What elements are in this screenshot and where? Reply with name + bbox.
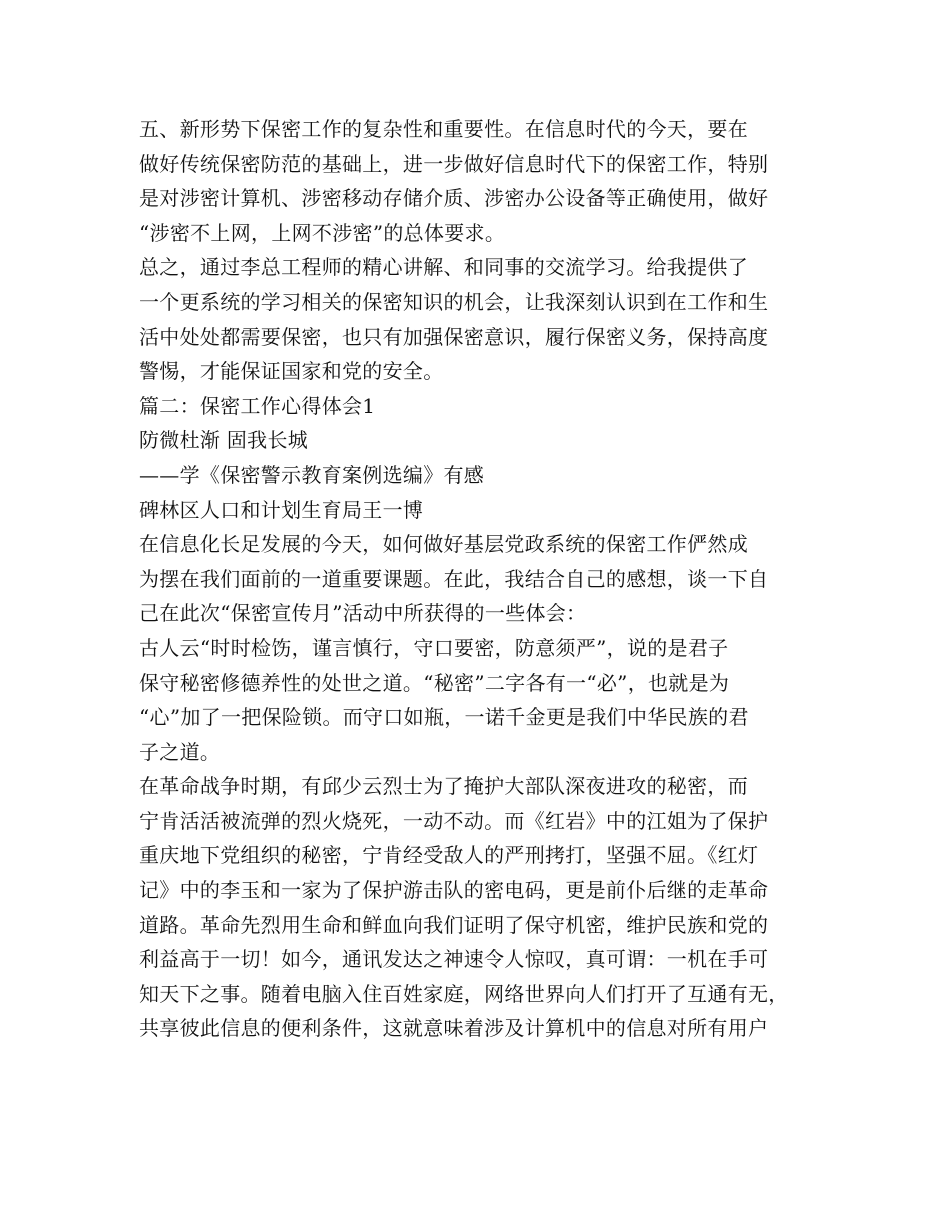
text-line: 总之，通过李总工程师的精心讲解、和同事的交流学习。给我提供了 — [139, 255, 748, 280]
article-title: 防微杜渐 固我长城 — [139, 428, 309, 453]
text-line: 五、新形势下保密工作的复杂性和重要性。在信息时代的今天，要在 — [139, 117, 748, 141]
section-heading: 篇二：保密工作心得体会1 — [139, 393, 376, 418]
text-line: 警惕，才能保证国家和党的安全。 — [139, 359, 444, 384]
text-line: 一个更系统的学习相关的保密知识的机会，让我深刻认识到在工作和生 — [139, 289, 769, 314]
text-line: 保守秘密修德养性的处世之道。“秘密”二字各有一“必”，也就是为 — [139, 670, 730, 695]
text-line: 在信息化长足发展的今天，如何做好基层党政系统的保密工作俨然成 — [139, 532, 748, 557]
text-line: 共享彼此信息的便利条件，这就意味着涉及计算机中的信息对所有用户 — [139, 1016, 769, 1041]
text-line: 宁肯活活被流弹的烈火烧死，一动不动。而《红岩》中的江姐为了保护 — [139, 808, 769, 833]
document-body — [139, 112, 819, 1046]
text-line: “心”加了一把保险锁。而守口如瓶，一诺千金更是我们中华民族的君 — [139, 705, 749, 730]
text-line: 利益高于一切！如今，通讯发达之神速令人惊叹，真可谓：一机在手可 — [139, 947, 769, 972]
article-subtitle: ——学《保密警示教育案例选编》有感 — [139, 462, 485, 487]
text-line: 在革命战争时期，有邱少云烈士为了掩护大部队深夜进攻的秘密，而 — [139, 774, 748, 799]
text-line: 子之道。 — [139, 739, 221, 764]
text-line: 做好传统保密防范的基础上，进一步做好信息时代下的保密工作，特别 — [139, 151, 769, 176]
text-line: 知天下之事。随着电脑入住百姓家庭，网络世界向人们打开了互通有无， — [139, 981, 789, 1006]
text-line: “涉密不上网，上网不涉密”的总体要求。 — [139, 220, 506, 245]
text-line: 己在此次“保密宣传月”活动中所获得的一些体会： — [139, 601, 587, 626]
text-line: 为摆在我们面前的一道重要课题。在此，我结合自己的感想，谈一下自 — [139, 566, 769, 591]
text-line: 古人云“时时检饬，谨言慎行，守口要密，防意须严”，说的是君子 — [139, 635, 729, 660]
text-line: 道路。革命先烈用生命和鲜血向我们证明了保守机密，维护民族和党的 — [139, 912, 769, 937]
article-author: 碑林区人口和计划生育局王一博 — [139, 497, 424, 522]
text-line: 重庆地下党组织的秘密，宁肯经受敌人的严刑拷打，坚强不屈。《红灯 — [139, 843, 759, 868]
text-line: 活中处处都需要保密，也只有加强保密意识，履行保密义务，保持高度 — [139, 324, 769, 349]
text-line: 记》中的李玉和一家为了保护游击队的密电码，更是前仆后继的走革命 — [139, 878, 769, 903]
text-line: 是对涉密计算机、涉密移动存储介质、涉密办公设备等正确使用，做好 — [139, 186, 769, 211]
